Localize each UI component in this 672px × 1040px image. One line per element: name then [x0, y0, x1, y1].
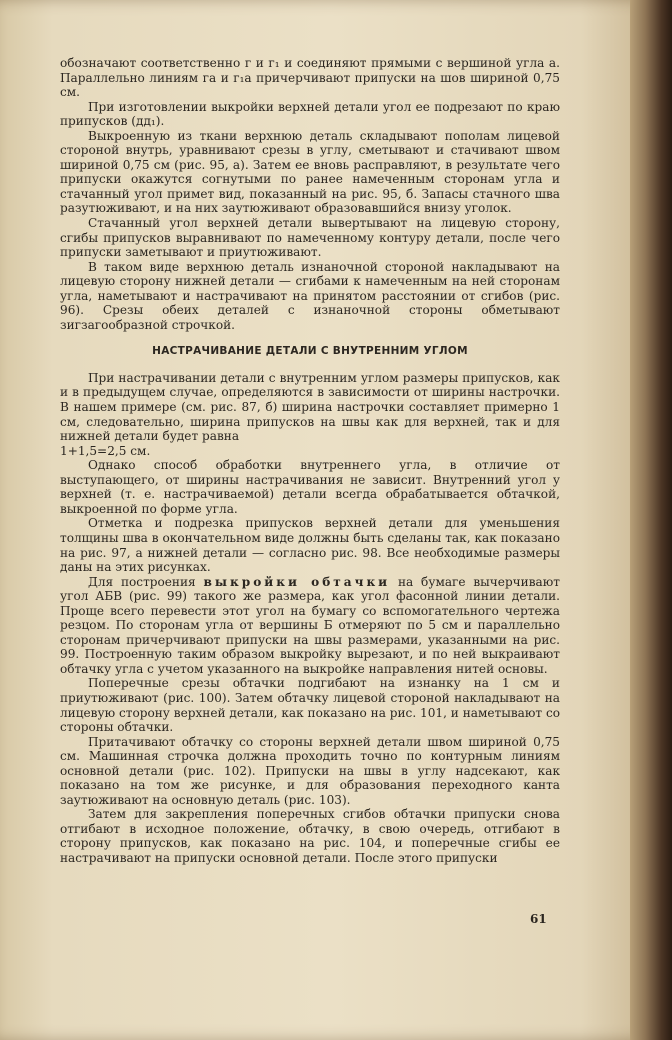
paragraph-4: Стачанный угол верхней детали вывертывают на лицевую сторону, сгибы припусков выравнивают по намеченному контуру детали, после чего припуски заметывают и приутюживают.: [60, 216, 560, 260]
build-rest: на бумаге вычерчивают угол АБВ (рис. 99) такого же размера, как угол фасонной линии детали. Проще всего перевести этот угол на бумагу со вспомогательного чертежа резцом. По сторонам угла от вершины Б отмеряют по 5 см и параллельно сторонам причерчивают припуски на швы размерами, указанными на рис. 99. Построенную таким образом выкройку вырезают, и по ней выкраивают обтачку угла с учетом указанного на выкройке направления нитей основы.: [60, 574, 560, 676]
page-text: [60, 56, 560, 866]
paragraph-1: обозначают соответственно г и г₁ и соединяют прямыми с вершиной угла а. Параллельно линиям га и г₁а причерчивают припуски на шов шириной 0,75 см.: [60, 56, 560, 100]
build-prefix: Для построения: [88, 574, 196, 589]
paragraph-5: В таком виде верхнюю деталь изнаночной стороной накладывают на лицевую сторону нижней детали — сгибами к намеченным на ней сторонам угла, наметывают и настрачивают на принятом расстоянии от сгибов (рис. 96). Срезы обеих деталей с изнаночной стороны обметывают зигзагообразной строчкой.: [60, 259, 560, 332]
page-number: 61: [530, 912, 547, 926]
formula: 1+1,5=2,5 см.: [60, 443, 151, 458]
paragraph-7: Отметка и подрезка припусков верхней детали для уменьшения толщины шва в окончательном виде должны быть сделаны так, как показано на рис. 97, а нижней детали — согласно рис. 98. Все необходимые размеры даны на этих рисунках.: [60, 516, 560, 575]
paragraph-9: Поперечные срезы обтачки подгибают на изнанку на 1 см и приутюживают (рис. 100). Затем обтачку лицевой стороной накладывают на лицевую сторону верхней детали, как показано на рис. 101, и наметывают со стороны обтачки.: [60, 676, 560, 735]
paragraph-3: Выкроенную из ткани верхнюю деталь складывают пополам лицевой стороной внутрь, уравнивают срезы в углу, сметывают и стачивают швом шириной 0,75 см (рис. 95, а). Затем ее вновь расправляют, в результате чего припуски окажутся согнутыми по ранее намеченным сторонам угла и стачанный угол примет вид, показанный на рис. 95, б. Запасы стачного шва разутюживают, и на них заутюживают образовавшийся внизу уголок.: [60, 128, 560, 216]
paragraph-10: Притачивают обтачку со стороны верхней детали швом шириной 0,75 см. Машинная строчка должна проходить точно по контурным линиям основной детали (рис. 102). Припуски на швы в углу надсекают, как показано на том же рисунке, и для образования переходного канта заутюживают на основную деталь (рис. 103).: [60, 734, 560, 807]
paragraph-2: При изготовлении выкройки верхней детали угол ее подрезают по краю припусков (дд₁).: [60, 99, 560, 129]
paragraph-intro: При настрачивании детали с внутренним углом размеры припусков, как и в предыдущем случае, определяются в зависимости от ширины настрочки. В нашем примере (см. рис. 87, б) ширина настрочки составляет примерно 1 см, следовательно, ширина припусков на швы как для верхней, так и для нижней детали будет равна: [60, 370, 560, 444]
book-binding: [630, 0, 672, 1040]
paragraph-8: [60, 575, 560, 677]
section-heading: НАСТРАЧИВАНИЕ ДЕТАЛИ С ВНУТРЕННИМ УГЛОМ: [152, 345, 468, 358]
build-spaced-term: выкройки обтачки: [203, 574, 391, 589]
paragraph-6: Однако способ обработки внутреннего угла, в отличие от выступающего, от ширины настрачивания не зависит. Внутренний угол у верхней (т. е. настрачиваемой) детали всегда обрабатывается обтачкой, выкроенной по форме угла.: [60, 458, 560, 516]
paragraph-11: Затем для закрепления поперечных сгибов обтачки припуски снова отгибают в исходное положение, обтачку, в свою очередь, отгибают в сторону припусков, как показано на рис. 104, и поперечные сгибы ее настрачивают на припуски основной детали. После этого припуски: [60, 807, 560, 865]
